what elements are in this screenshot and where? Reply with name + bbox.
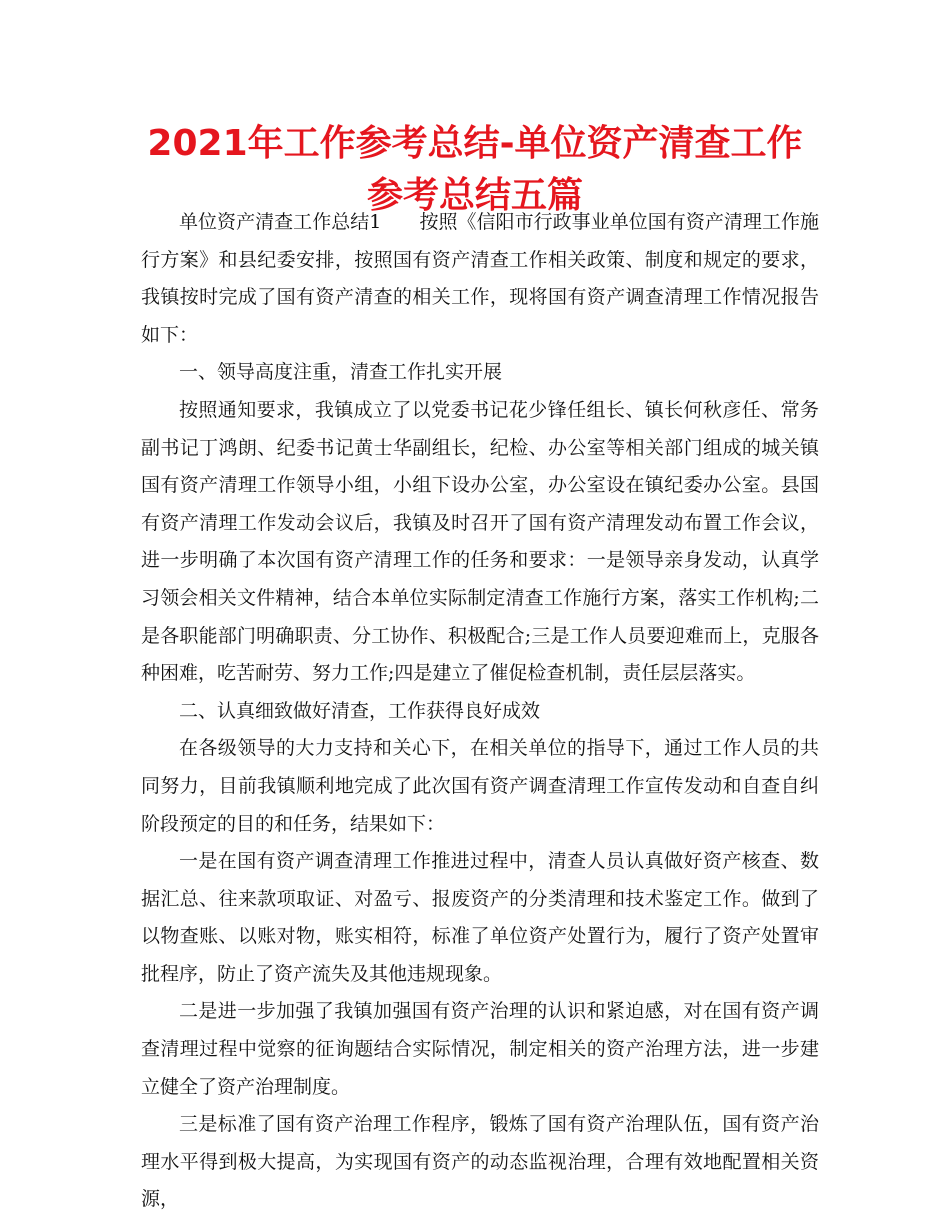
- document-title: 2021年工作参考总结-单位资产清查工作参考总结五篇: [147, 123, 803, 216]
- paragraph-leadership: 按照通知要求，我镇成立了以党委书记花少锋任组长、镇长何秋彦任、常务副书记丁鸿朗、纪委书记黄士华副组长，纪检、办公室等相关部门组成的城关镇国有资产清理工作领导小组，小组下设办公室，办公室设在镇纪委办公室。县国有资产清理工作发动会议后，我镇及时召开了国有资产清理发动布置工作会议，进一步明确了本次国有资产清理工作的任务和要求：一是领导亲身发动，认真学习领会相关文件精神，结合本单位实际制定清查工作施行方案，落实工作机构;二是各职能部门明确职责、分工协作、积极配合;三是工作人员要迎难而上，克服各种困难，吃苦耐劳、努力工作;四是建立了催促检查机制，责任层层落实。: [141, 398, 819, 685]
- section-heading-2: 二、认真细致做好清查，工作获得良好成效: [179, 699, 541, 722]
- paragraph-result-3: 三是标准了国有资产治理工作程序，锻炼了国有资产治理队伍，国有资产治理水平得到极大提高，为实现国有资产的动态监视治理，合理有效地配置相关资源，: [141, 1113, 819, 1211]
- paragraph-result-2: 二是进一步加强了我镇加强国有资产治理的认识和紧迫感，对在国有资产调查清理过程中觉察的征询题结合实际情况，制定相关的资产治理方法，进一步建立健全了资产治理制度。: [141, 1000, 819, 1098]
- paragraph-result-1: 一是在国有资产调查清理工作推进过程中，清查人员认真做好资产核查、数据汇总、往来款项取证、对盈亏、报废资产的分类清理和技术鉴定工作。做到了以物查账、以账对物，账实相符，标准了单位资产处置行为，履行了资产处置审批程序，防止了资产流失及其他违规现象。: [141, 850, 819, 985]
- paragraph-results-intro: 在各级领导的大力支持和关心下，在相关单位的指导下，通过工作人员的共同努力，目前我镇顺利地完成了此次国有资产调查清理工作宣传发动和自查自纠阶段预定的目的和任务，结果如下：: [141, 737, 819, 835]
- section-heading-1: 一、领导高度注重，清查工作扎实开展: [179, 361, 503, 384]
- document-body: [141, 204, 819, 1219]
- paragraph-intro: 单位资产清查工作总结1 按照《信阳市行政事业单位国有资产清理工作施行方案》和县纪委安排，按照国有资产清查工作相关政策、制度和规定的要求，我镇按时完成了国有资产清查的相关工作，现将国有资产调查清理工作情况报告如下：: [141, 211, 819, 346]
